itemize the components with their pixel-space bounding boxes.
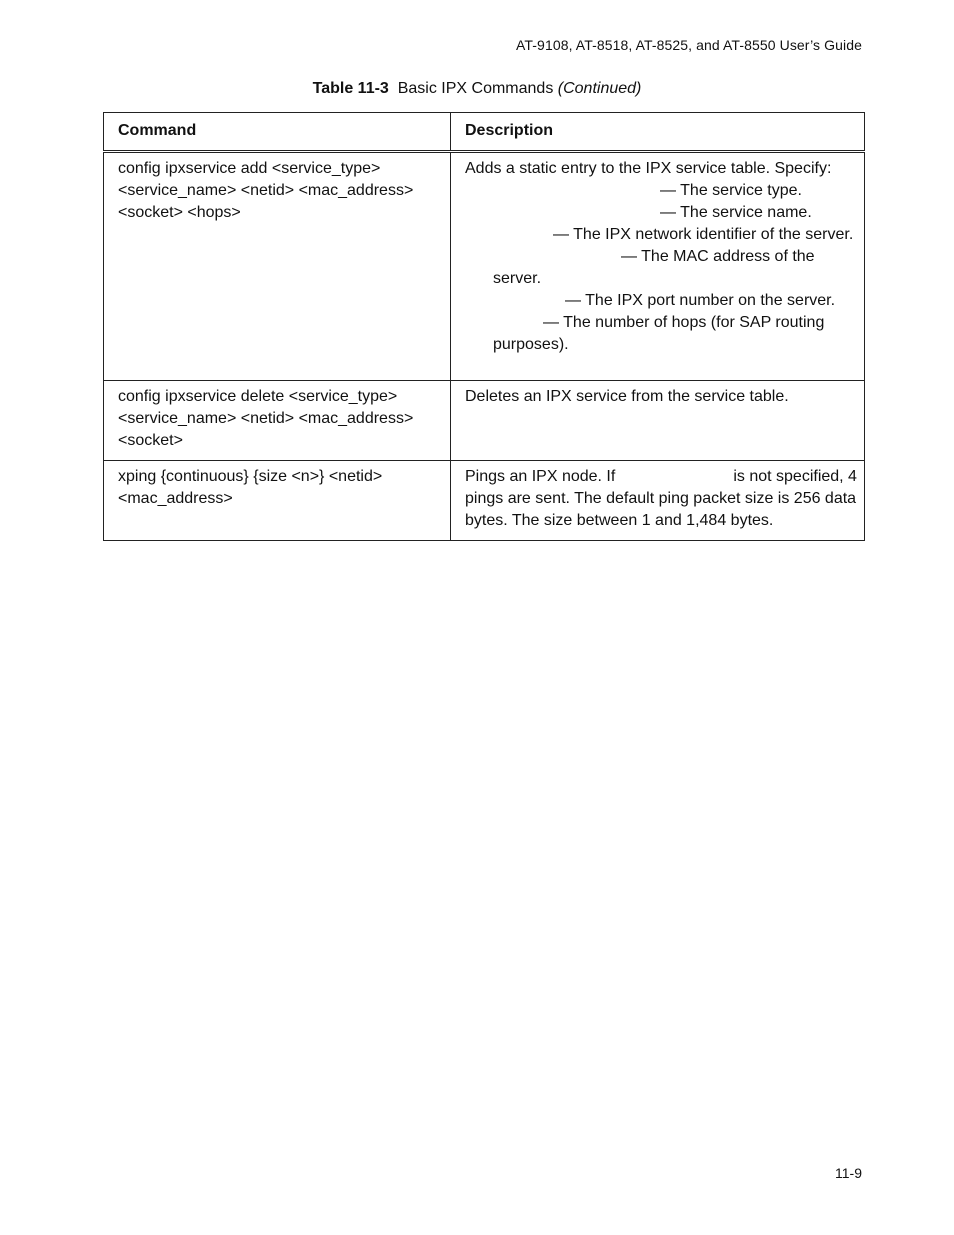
command-cell: config ipxservice delete <service_type> <service_name> <netid> <mac_address> <socket> [104, 381, 451, 461]
description-text: is not specified, 4 pings are sent. The default ping packet size is 256 data bytes. The size between 1 and 1,484 bytes. [465, 468, 857, 529]
page-number: 11-9 [835, 1165, 862, 1181]
running-header: AT-9108, AT-8518, AT-8525, and AT-8550 User’s Guide [516, 37, 862, 53]
param-item: — The IPX port number on the server. [565, 292, 836, 309]
command-cell: config ipxservice add <service_type> <service_name> <netid> <mac_address> <socket> <hops> [104, 152, 451, 381]
param-item: — The MAC address of the server. [493, 248, 815, 287]
column-header-description: Description [451, 113, 865, 152]
column-header-command: Command [104, 113, 451, 152]
table-row [104, 152, 865, 381]
description-cell: Deletes an IPX service from the service table. [451, 381, 865, 461]
command-cell: xping {continuous} {size <n>} <netid> <mac_address> [104, 461, 451, 541]
description-cell [451, 152, 865, 381]
param-item: — The IPX network identifier of the server. [553, 226, 854, 243]
table-header-row [104, 113, 865, 152]
caption-continued: (Continued) [557, 80, 642, 97]
table-caption [0, 80, 954, 98]
caption-label: Table 11-3 [312, 80, 389, 97]
param-item: — The service name. [660, 204, 812, 221]
caption-title: Basic IPX Commands [397, 80, 554, 97]
description-cell [451, 461, 865, 541]
param-item: — The service type. [660, 182, 802, 199]
table-row [104, 381, 865, 461]
description-text: Pings an IPX node. If [465, 468, 616, 485]
commands-table [103, 112, 865, 541]
table-row [104, 461, 865, 541]
description-intro: Adds a static entry to the IPX service table. Specify: [465, 160, 832, 177]
param-item: — The number of hops (for SAP routing purposes). [493, 314, 825, 353]
